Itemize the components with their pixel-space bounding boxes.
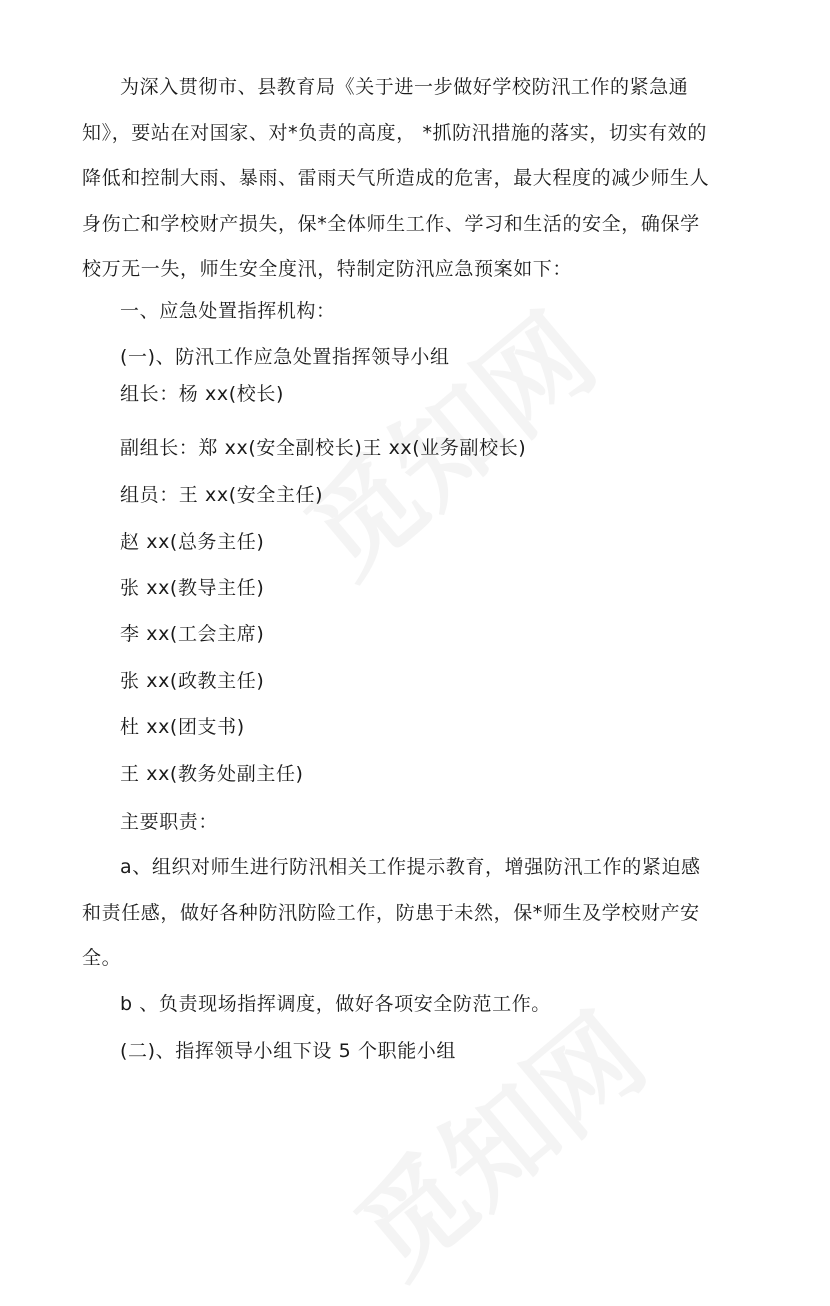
section-1-heading: 一、应急处置指挥机构： <box>120 300 336 322</box>
intro-line-5: 校万无一失，师生安全度汛，特制定防汛应急预案如下： <box>82 258 573 280</box>
member-line: 张 xx(政教主任) <box>120 670 265 692</box>
member-line: 李 xx(工会主席) <box>120 623 265 645</box>
duty-a-line-2: 和责任感，做好各种防汛防险工作，防患于未然，保*师生及学校财产安 <box>82 902 700 924</box>
duties-heading: 主要职责： <box>120 811 219 833</box>
duty-a-line-3: 全。 <box>82 947 122 969</box>
subsection-2-heading: (二)、指挥领导小组下设 5 个职能小组 <box>120 1040 456 1062</box>
member-line: 组员：王 xx(安全主任) <box>120 484 324 506</box>
intro-line-3: 降低和控制大雨、暴雨、雷雨天气所造成的危害，最大程度的减少师生人 <box>82 167 710 189</box>
subsection-1-heading: (一)、防汛工作应急处置指挥领导小组 <box>120 346 450 368</box>
intro-line-1: 为深入贯彻市、县教育局《关于进一步做好学校防汛工作的紧急通 <box>120 76 689 98</box>
member-line: 张 xx(教导主任) <box>120 577 265 599</box>
member-line: 赵 xx(总务主任) <box>120 531 265 553</box>
duty-a-line-1: a、组织对师生进行防汛相关工作提示教育，增强防汛工作的紧迫感 <box>120 856 701 878</box>
duty-b-line: b 、负责现场指挥调度，做好各项安全防范工作。 <box>120 993 551 1015</box>
watermark <box>318 972 672 1305</box>
deputy-line: 副组长：郑 xx(安全副校长)王 xx(业务副校长) <box>120 437 527 459</box>
member-line: 杜 xx(团支书) <box>120 716 245 738</box>
intro-line-4: 身伤亡和学校财产损失，保*全体师生工作、学习和生活的安全，确保学 <box>82 213 700 235</box>
member-line: 王 xx(教务处副主任) <box>120 763 304 785</box>
intro-line-2: 知》，要站在对国家、对*负责的高度， *抓防汛措施的落实，切实有效的 <box>82 122 707 144</box>
leader-line: 组长：杨 xx(校长) <box>120 383 284 405</box>
